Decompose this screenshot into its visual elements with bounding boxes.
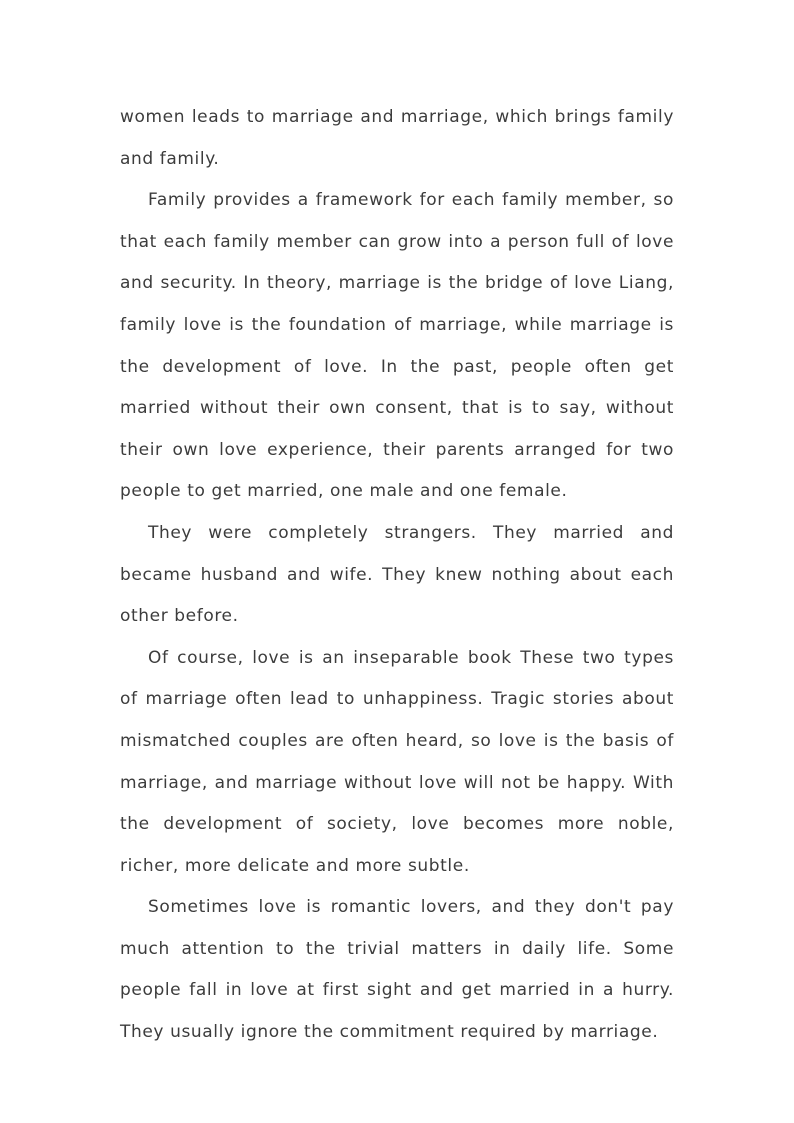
- paragraph-5: Sometimes love is romantic lovers, and they don't pay much attention to the trivial matters in daily life. Some people fall in love at first sight and get married in a hurry. They usually ignore the commitment required by marriage.: [120, 897, 674, 1043]
- document-body: [120, 97, 674, 1054]
- paragraph-4: Of course, love is an inseparable book These two types of marriage often lead to unhappiness. Tragic stories about mismatched couples are often heard, so love is the basis of marriage, and marriage without love will not be happy. With the development of society, love becomes more noble, richer, more delicate and more subtle.: [120, 647, 674, 876]
- paragraph-2: Family provides a framework for each family member, so that each family member can grow into a person full of love and security. In theory, marriage is the bridge of love Liang, family love is the foundation of marriage, while marriage is the development of love. In the past, people often get married without their own consent, that is to say, without their own love experience, their parents arranged for two people to get married, one male and one female.: [120, 190, 674, 502]
- paragraph-3: They were completely strangers. They married and became husband and wife. They knew nothing about each other before.: [120, 522, 674, 627]
- paragraph-1: women leads to marriage and marriage, which brings family and family.: [120, 107, 674, 169]
